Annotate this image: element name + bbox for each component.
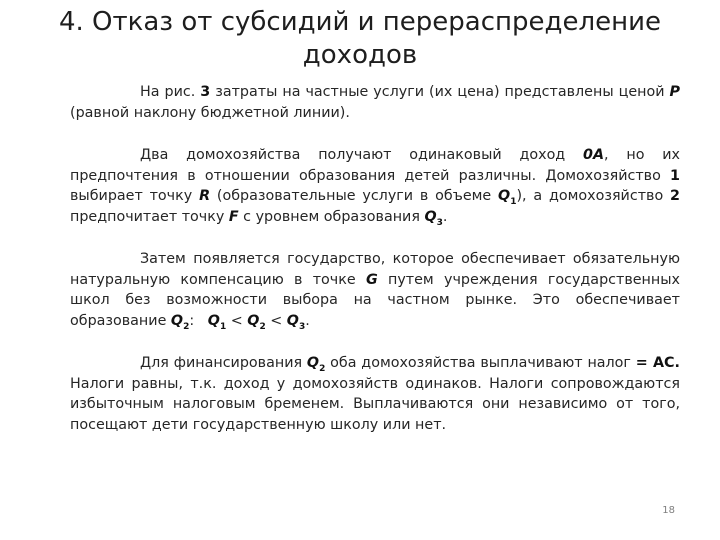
paragraph-2: Два домохозяйства получают одинаковый доход 0A, но их предпочтения в отношении образования детей различны. Домохозяйство 1 выбирает точку R (образовательные услуги в объеме $Q_1$), а домохозяйство 2 предпочитает точку F с уровнем образования $Q_3$. xyxy=(70,147,681,228)
paragraph-1: На рис. 3 затраты на частные услуги (их цена) представлены ценой P (равной наклону бюджетной линии). xyxy=(70,84,680,121)
paragraph-4: Для финансирования $Q_2$ оба домохозяйства выплачивают налог = AC. Налоги равны, т.к. доход у домохозяйств одинаков. Налоги сопровождаются избыточным налоговым бременем. Выплачиваются они независимо от того, посещают дети государственную школу или нет. xyxy=(70,355,680,433)
slide-body xyxy=(70,82,680,457)
paragraph-3: Затем появляется государство, которое обеспечивает обязательную натуральную компенсацию в точке G путем учреждения государственных школ без возможности выбора на частном рынке. Это обеспечивает образование $Q_2$: $Q_1 < Q_2 < Q_3$. xyxy=(70,251,680,332)
page-title: 4. Отказ от субсидий и перераспределение доходов xyxy=(58,7,662,70)
page-number: 18 xyxy=(662,505,675,516)
